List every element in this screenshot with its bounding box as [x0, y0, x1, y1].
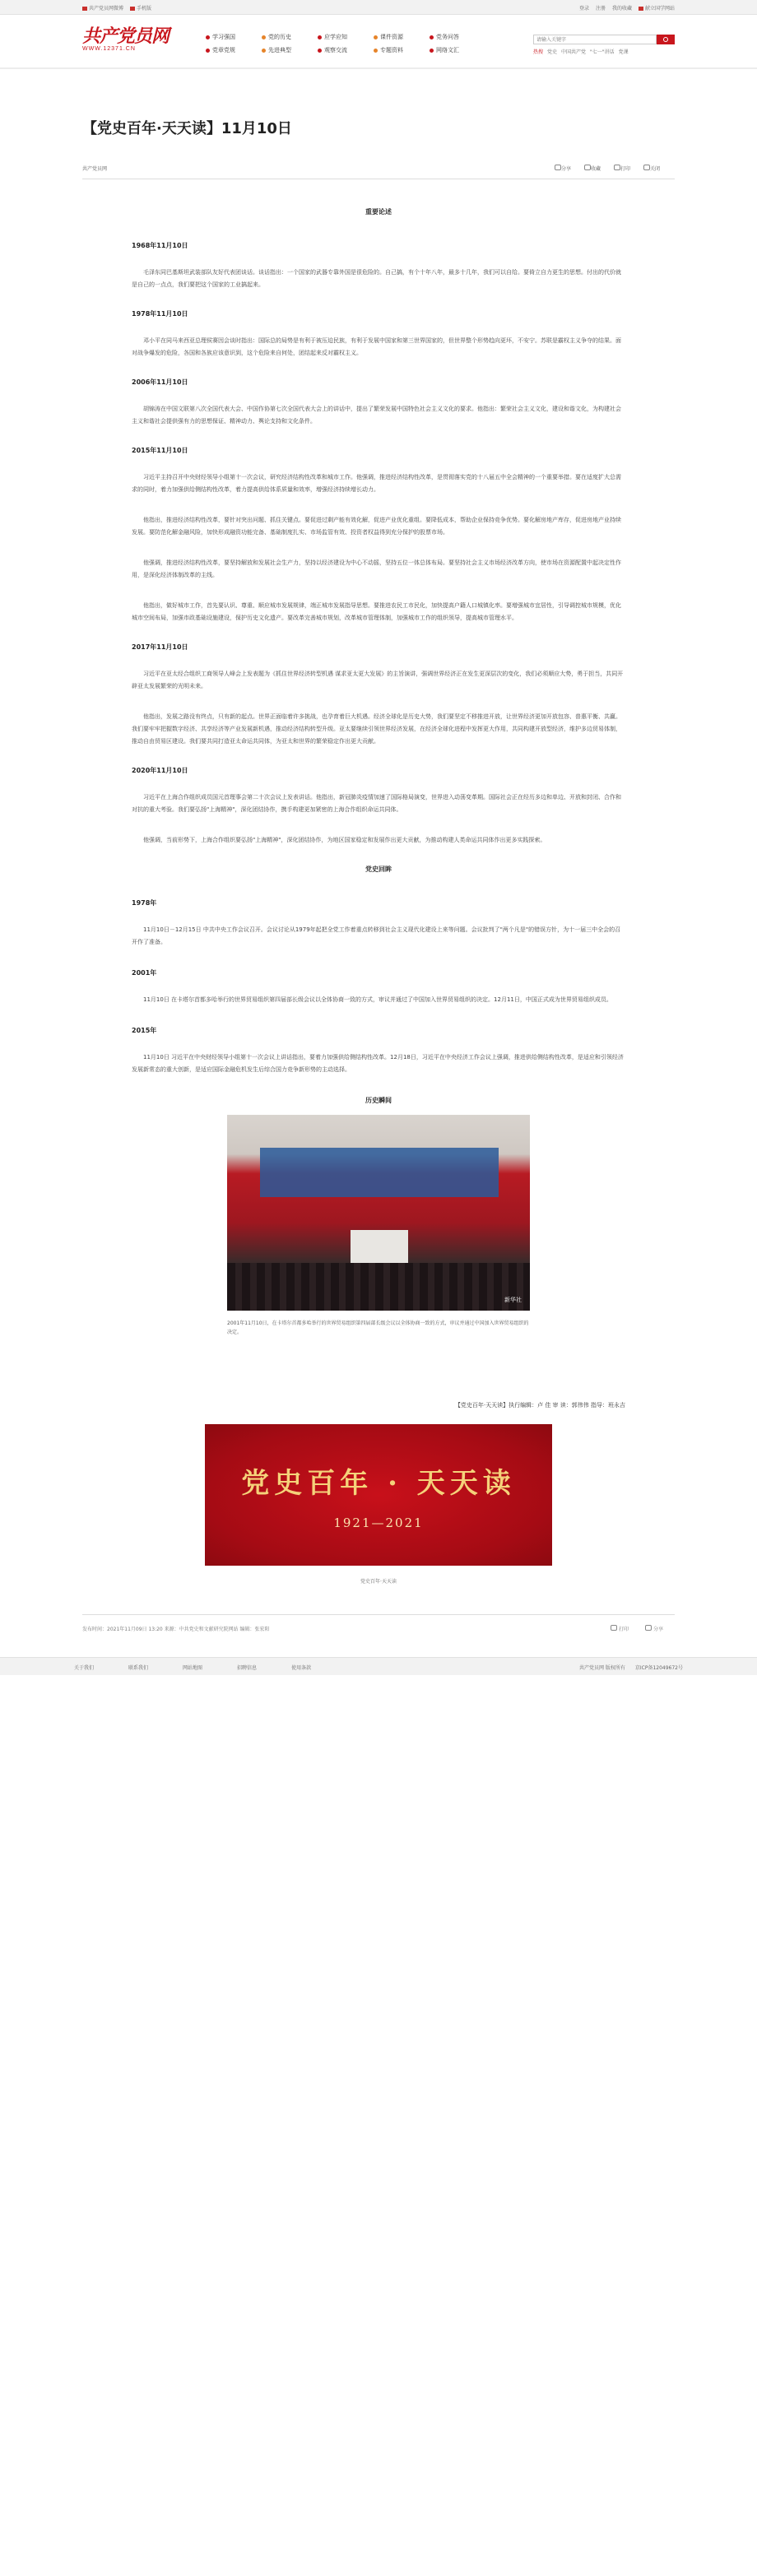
publish-meta: 发布时间：2021年11月09日 13:20 来源：中共党史和文献研究院网站 编辑：张宏阳: [82, 1627, 270, 1632]
share-icon: [645, 1625, 652, 1631]
hot-keyword[interactable]: 党史: [547, 49, 558, 55]
site-footer: [0, 1657, 757, 1675]
close-icon: [643, 165, 650, 170]
article: [82, 69, 675, 1657]
editors-credit: 【党史百年·天天读】执行编辑：卢 佳 审 读：郭伟伟 指导：班永吉: [454, 1402, 625, 1409]
print-button[interactable]: 打印: [611, 1625, 629, 1632]
nav-dot-icon: [430, 35, 434, 39]
paragraph: 习近平在亚太经合组织工商领导人峰会上发表题为《抓住世界经济转型机遇 谋求亚太更大发展》的主旨演讲，强调世界经济正在发生更深层次的变化，我们必须顺应大势，勇于担当，共同开辟亚太发展繁荣的光明未来。: [132, 671, 624, 689]
poster-caption: 党史百年·天天读: [360, 1579, 397, 1585]
nav-dot-icon: [206, 49, 210, 53]
nav-item[interactable]: 观察交流: [318, 46, 374, 54]
nav-item[interactable]: 学习强国: [206, 33, 262, 41]
footer-link[interactable]: 联系我们: [128, 1664, 149, 1671]
paragraph: 11月10日 习近平在中央财经领导小组第十一次会议上讲话指出，要着力加强供给侧结构性改革。12月18日，习近平在中央经济工作会议上强调，推进供给侧结构性改革，是适应和引领经济发展新常态的重大创新，是适应国际金融危机发生后综合国力竞争新形势的主动选择。: [132, 1054, 624, 1073]
bottom-tools: [611, 1625, 663, 1632]
nav-dot-icon: [318, 35, 322, 39]
paragraph: 他指出，做好城市工作，首先要认识、尊重、顺应城市发展规律，端正城市发展指导思想。要推进农民工市民化，加快提高户籍人口城镇化率。要增强城市宜居性，引导调控城市规模，优化城市空间布局，加强市政基础设施建设，保护历史文化遗产。要改革完善城市规划，改革城市管理体制，加强城市工作的组织领导，提高城市管理水平。: [132, 602, 621, 621]
favorites-link[interactable]: 我的收藏: [611, 5, 632, 12]
phone-icon: [130, 7, 135, 11]
nav-dot-icon: [318, 49, 322, 53]
article-meta: [82, 165, 675, 179]
mobile-link[interactable]: 手机版: [130, 4, 151, 12]
paragraph: 11月10日－12月15日 中共中央工作会议召开。会议讨论从1979年起把全党工作着重点转移到社会主义现代化建设上来等问题。会议批判了"两个凡是"的错误方针，为十一届三中全会的召开作了准备。: [132, 926, 621, 945]
footer-copyright: 共产党员网 版权所有 京ICP备12049672号: [578, 1664, 683, 1671]
nav-dot-icon: [374, 49, 378, 53]
star-icon: [584, 165, 591, 170]
printer-icon: [611, 1625, 617, 1631]
poster-title: 党史百年 · 天天读: [241, 1466, 516, 1500]
history-blocks: [132, 898, 625, 1076]
weibo-icon: [82, 7, 87, 11]
poster-years: 1921—2021: [333, 1515, 424, 1530]
search-input[interactable]: [533, 35, 657, 44]
hot-keyword[interactable]: "七一"讲话: [590, 49, 615, 55]
publish-info: [82, 1614, 675, 1657]
nav-item[interactable]: 课件资源: [374, 33, 430, 41]
paragraph: 11月10日 在卡塔尔首都多哈举行的世界贸易组织第四届部长级会议以全体协商一致的方式，审议并通过了中国加入世界贸易组织的决定。12月11日，中国正式成为世界贸易组织成员。: [143, 996, 612, 1003]
nav-dot-icon: [206, 35, 210, 39]
sites-icon: [639, 7, 643, 11]
top-bar: [0, 0, 757, 15]
printer-icon: [614, 165, 620, 170]
photo-watermark: 新华社: [504, 1297, 522, 1303]
nav-dot-icon: [262, 49, 266, 53]
discourse-blocks: [132, 241, 625, 847]
date-heading: 2020年11月10日: [132, 767, 188, 774]
share-button[interactable]: 分享: [645, 1625, 663, 1632]
weibo-link[interactable]: 共产党员网微博: [82, 4, 123, 12]
site-header: [82, 15, 675, 67]
nav-item[interactable]: 网络文汇: [430, 46, 485, 54]
article-body: [82, 207, 675, 1585]
hot-keyword[interactable]: 中国共产党: [561, 49, 587, 55]
section-title: 重要论述: [365, 208, 392, 216]
paragraph: 他强调，当前形势下，上海合作组织要弘扬"上海精神"，深化团结协作，为地区国家稳定和发展作出更大贡献，为推动构建人类命运共同体作出更多实践探索。: [143, 837, 546, 843]
share-icon: [555, 165, 561, 170]
series-poster: [205, 1424, 552, 1566]
date-heading: 2015年: [132, 1027, 157, 1034]
article-tools: [555, 165, 660, 172]
date-heading: 1978年: [132, 899, 157, 907]
login-link[interactable]: 登录: [578, 5, 589, 12]
nav-item[interactable]: 专题资料: [374, 46, 430, 54]
paragraph: 习近平在上海合作组织成员国元首理事会第二十次会议上发表讲话。他指出，新冠肺炎疫情加速了国际格局演变，世界进入动荡变革期。国际社会正在经历多边和单边、开放和封闭、合作和对抗的重大考验。我们要弘扬"上海精神"，深化团结协作，携手构建更加紧密的上海合作组织命运共同体。: [132, 794, 621, 813]
footer-link[interactable]: 招聘信息: [237, 1664, 258, 1671]
footer-links: [74, 1664, 311, 1671]
footer-link[interactable]: 关于我们: [74, 1664, 95, 1671]
paragraph: 他强调，推进经济结构性改革，要坚持解放和发展社会生产力，坚持以经济建设为中心不动摇，坚持五位一体总体布局。要坚持社会主义市场经济改革方向，使市场在资源配置中起决定性作用，是深化经济体制改革的主线。: [132, 559, 621, 578]
article-title: 【党史百年·天天读】11月10日: [82, 120, 292, 137]
share-button[interactable]: 分享: [555, 165, 571, 172]
date-heading: 1968年11月10日: [132, 242, 188, 249]
nav-dot-icon: [262, 35, 266, 39]
footer-link[interactable]: 网站地图: [183, 1664, 203, 1671]
nav-item[interactable]: 应学应知: [318, 33, 374, 41]
search-box: [533, 35, 675, 44]
main-nav: [206, 33, 485, 54]
hot-keyword[interactable]: 党课: [618, 49, 629, 55]
favorite-button[interactable]: 收藏: [584, 165, 601, 172]
photo-title: 历史瞬间: [365, 1097, 392, 1104]
paragraph: 毛泽东同巴基斯坦武装部队友好代表团谈话。谈话指出：一个国家的武器专靠外国是很危险的。自己搞，有个十年八年，最多十几年，我们可以自给。要倚立自力更生的思想。付出的代价就是自己的一点点，我们要把这个国家的工业搞起来。: [132, 269, 621, 288]
nav-dot-icon: [430, 49, 434, 53]
nav-item[interactable]: 先进典型: [262, 46, 318, 54]
date-heading: 2006年11月10日: [132, 378, 188, 386]
paragraph: 他指出，推进经济结构性改革，要针对突出问题、抓住关键点。要促进过剩产能有效化解，促进产业优化重组。要降低成本，帮助企业保持竞争优势。要化解房地产库存，促进房地产业持续发展。要防范化解金融风险，加快形成融资功能完备、基础制度扎实、市场监管有效、投资者权益得到充分保护的股票市场。: [132, 517, 621, 536]
paragraph: 胡锦涛在中国文联第八次全国代表大会、中国作协第七次全国代表大会上的讲话中，提出了繁荣发展中国特色社会主义文化的要求。他指出：繁荣社会主义文化，建设和谐文化，为构建社会主义和谐社会提供强有力的思想保证、精神动力、舆论支持和文化条件。: [132, 406, 621, 425]
historical-photo: [227, 1115, 530, 1311]
paragraph: 邓小平在同马来西亚总理侯赛因会谈时指出：国际总的局势是有利于被压迫民族，有利于发展中国家和第三世界国家的，但世界整个形势趋向更坏，不安宁。苏联是霸权主义争夺的结果。面对战争爆发的危险，各国和各族应该意识到，这个危险来自何处，团结起来反对霸权主义。: [132, 337, 621, 356]
paragraph: 他指出，发展之路没有终点，只有新的起点。世界正面临着许多挑战，也孕育着巨大机遇。经济全球化是历史大势，我们要坚定不移推进开放，让世界经济更加开放包容、普惠平衡、共赢。我们要牢牢把握数字经济、共享经济等产业发展新机遇，推动经济结构转型升级。亚太要继续引领世界经济发展，在经济全球化进程中发挥更大作用，共同构建开放型经济，维护多边贸易体制，推动自由贸易区建设。我们要共同打造亚太命运共同体，为亚太和世界的繁荣稳定作出更大贡献。: [132, 713, 621, 745]
article-source: 共产党员网: [82, 166, 108, 172]
date-heading: 1978年11月10日: [132, 310, 188, 318]
logo-url: WWW.12371.CN: [82, 46, 136, 52]
hot-keywords: [533, 48, 675, 55]
site-logo[interactable]: [82, 26, 185, 58]
print-button[interactable]: 打印: [614, 165, 630, 172]
date-heading: 2001年: [132, 969, 157, 977]
register-link[interactable]: 注册: [595, 5, 606, 12]
sites-link[interactable]: 献立国学网站: [639, 4, 675, 12]
photo-caption: 2001年11月10日，在卡塔尔首都多哈举行的世界贸易组织第四届部长级会议以全体协商一致的方式，审议并通过中国加入世界贸易组织的决定。: [227, 1320, 529, 1335]
nav-item[interactable]: 党务问答: [430, 33, 485, 41]
nav-item[interactable]: 党章党规: [206, 46, 262, 54]
date-heading: 2015年11月10日: [132, 447, 188, 454]
nav-item[interactable]: 党的历史: [262, 33, 318, 41]
section-title: 党史回眸: [365, 866, 392, 873]
close-button[interactable]: 关闭: [643, 165, 660, 172]
search-icon: [663, 37, 668, 42]
footer-link[interactable]: 使用条款: [291, 1664, 312, 1671]
paragraph: 习近平主持召开中央财经领导小组第十一次会议，研究经济结构性改革和城市工作。他强调，推进经济结构性改革，是贯彻落实党的十八届五中全会精神的一个重要举措。要在适度扩大总需求的同时，着力加强供给侧结构性改革，着力提高供给体系质量和效率，增强经济持续增长动力。: [132, 474, 621, 493]
hot-label: 热搜: [533, 49, 544, 55]
logo-title: 共产党员网: [82, 26, 170, 47]
search-button[interactable]: [657, 35, 675, 44]
nav-dot-icon: [374, 35, 378, 39]
date-heading: 2017年11月10日: [132, 643, 188, 651]
